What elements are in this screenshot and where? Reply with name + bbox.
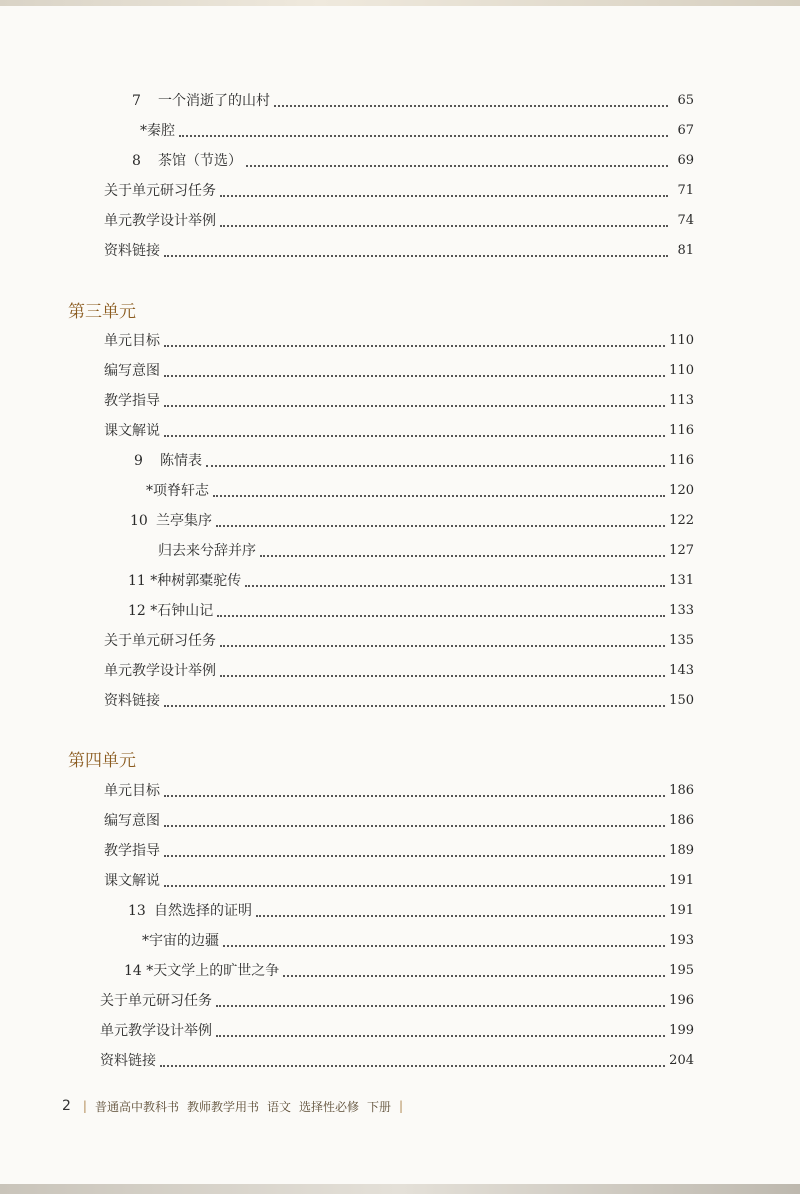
entry-title: 石钟山记 bbox=[157, 603, 214, 619]
dot-leader bbox=[220, 194, 668, 197]
page-number: 204 bbox=[669, 1053, 694, 1068]
page-number: 133 bbox=[669, 603, 694, 618]
page-number: 81 bbox=[677, 243, 694, 258]
footer-subject: 语文 bbox=[267, 1099, 292, 1114]
page-number: 191 bbox=[669, 903, 694, 918]
dot-leader bbox=[220, 674, 665, 677]
entry-title: 资料链接 bbox=[104, 243, 160, 259]
page-number: 196 bbox=[669, 993, 694, 1008]
optional-mark: * bbox=[140, 123, 147, 139]
footer-series: 普通高中教科书 bbox=[94, 1099, 179, 1114]
page-number: 67 bbox=[677, 123, 694, 138]
entry-title: 一个消逝了的山村 bbox=[158, 93, 270, 109]
toc-entry[interactable] bbox=[104, 178, 694, 200]
entry-title: 关于单元研习任务 bbox=[100, 993, 212, 1009]
dot-leader bbox=[164, 854, 665, 857]
toc-entry[interactable] bbox=[124, 958, 694, 980]
footer-page-number: 2 bbox=[62, 1098, 71, 1114]
entry-title: 资料链接 bbox=[100, 1053, 156, 1069]
lesson-number: 10 bbox=[130, 513, 148, 529]
dot-leader bbox=[160, 1064, 665, 1067]
entry-title: 秦腔 bbox=[147, 123, 175, 139]
entry-title: 自然选择的证明 bbox=[154, 903, 252, 919]
dot-leader bbox=[179, 134, 668, 137]
unit-4-heading: 第四单元 bbox=[68, 751, 136, 771]
dot-leader bbox=[223, 944, 665, 947]
entry-title: 单元目标 bbox=[104, 783, 160, 799]
page-number: 110 bbox=[669, 333, 694, 348]
entry-title: 单元教学设计举例 bbox=[100, 1023, 212, 1039]
page-number: 69 bbox=[677, 153, 694, 168]
toc-entry[interactable] bbox=[104, 688, 694, 710]
entry-title: 资料链接 bbox=[104, 693, 160, 709]
dot-leader bbox=[260, 554, 665, 557]
entry-title: 编写意图 bbox=[104, 363, 160, 379]
optional-mark: * bbox=[146, 483, 153, 499]
page-number: 113 bbox=[669, 393, 694, 408]
footer-separator: | bbox=[82, 1099, 87, 1113]
bottom-edge-band bbox=[0, 1184, 800, 1194]
toc-entry[interactable] bbox=[128, 568, 694, 590]
toc-entry[interactable] bbox=[132, 148, 694, 170]
toc-entry[interactable] bbox=[100, 1048, 694, 1070]
lesson-number: 8 bbox=[132, 153, 141, 169]
entry-title: 茶馆（节选） bbox=[158, 153, 242, 169]
lesson-number: 12 * bbox=[128, 603, 158, 619]
dot-leader bbox=[274, 104, 668, 107]
lesson-number: 11 * bbox=[128, 573, 158, 589]
entry-title: 单元教学设计举例 bbox=[104, 213, 216, 229]
toc-entry[interactable] bbox=[128, 598, 694, 620]
dot-leader bbox=[164, 254, 668, 257]
toc-entry[interactable] bbox=[134, 448, 694, 470]
unit-3-heading: 第三单元 bbox=[68, 302, 136, 322]
page-number: 116 bbox=[669, 453, 694, 468]
page-number: 120 bbox=[669, 483, 694, 498]
lesson-number: 7 bbox=[132, 93, 141, 109]
page-number: 71 bbox=[677, 183, 694, 198]
entry-title: 种树郭橐驼传 bbox=[157, 573, 242, 589]
toc-entry[interactable] bbox=[132, 88, 694, 110]
entry-title: 教学指导 bbox=[104, 843, 160, 859]
dot-leader bbox=[283, 974, 665, 977]
footer-book-type: 教师教学用书 bbox=[186, 1099, 259, 1114]
dot-leader bbox=[216, 1004, 665, 1007]
dot-leader bbox=[217, 614, 665, 617]
dot-leader bbox=[164, 704, 665, 707]
dot-leader bbox=[216, 1034, 665, 1037]
entry-title: 宇宙的边疆 bbox=[149, 933, 219, 949]
page-number: 131 bbox=[669, 573, 694, 588]
entry-title: 归去来兮辞并序 bbox=[158, 543, 256, 559]
toc-entry[interactable] bbox=[158, 538, 694, 560]
toc-entry[interactable] bbox=[128, 898, 694, 920]
page-number: 199 bbox=[669, 1023, 694, 1038]
page-number: 135 bbox=[669, 633, 694, 648]
footer-separator-end: | bbox=[399, 1099, 404, 1113]
entry-title: 课文解说 bbox=[104, 873, 160, 889]
page-number: 193 bbox=[669, 933, 694, 948]
footer-volume: 下册 bbox=[367, 1099, 392, 1114]
toc-entry[interactable] bbox=[104, 418, 694, 440]
dot-leader bbox=[256, 914, 665, 917]
page-footer bbox=[62, 1096, 403, 1116]
lesson-number: 14 * bbox=[124, 963, 154, 979]
toc-entry[interactable] bbox=[130, 508, 694, 530]
toc-entry[interactable] bbox=[104, 868, 694, 890]
page-number: 116 bbox=[669, 423, 694, 438]
entry-title: 兰亭集序 bbox=[156, 513, 212, 529]
page-number: 186 bbox=[669, 813, 694, 828]
page-number: 110 bbox=[669, 363, 694, 378]
dot-leader bbox=[164, 344, 665, 347]
dot-leader bbox=[213, 494, 665, 497]
dot-leader bbox=[164, 434, 665, 437]
lesson-number: 13 bbox=[128, 903, 146, 919]
page-number: 189 bbox=[669, 843, 694, 858]
toc-entry[interactable] bbox=[142, 928, 694, 950]
entry-title: 关于单元研习任务 bbox=[104, 633, 216, 649]
entry-title: 天文学上的旷世之争 bbox=[153, 963, 280, 979]
entry-title: 关于单元研习任务 bbox=[104, 183, 216, 199]
toc-entry[interactable] bbox=[104, 658, 694, 680]
page-number: 122 bbox=[669, 513, 694, 528]
entry-title: 单元目标 bbox=[104, 333, 160, 349]
page-number: 74 bbox=[677, 213, 694, 228]
toc-entry[interactable] bbox=[104, 328, 694, 350]
page-number: 127 bbox=[669, 543, 694, 558]
lesson-number: 9 bbox=[134, 453, 143, 469]
toc-entry[interactable] bbox=[140, 118, 694, 140]
toc-entry[interactable] bbox=[104, 388, 694, 410]
page-number: 143 bbox=[669, 663, 694, 678]
toc-entry[interactable] bbox=[104, 238, 694, 260]
dot-leader bbox=[164, 404, 665, 407]
toc-entry[interactable] bbox=[104, 358, 694, 380]
page-number: 65 bbox=[677, 93, 694, 108]
page-number: 195 bbox=[669, 963, 694, 978]
dot-leader bbox=[245, 584, 665, 587]
dot-leader bbox=[164, 884, 665, 887]
dot-leader bbox=[164, 824, 665, 827]
dot-leader bbox=[164, 374, 665, 377]
top-edge-band bbox=[0, 0, 800, 6]
toc-entry[interactable] bbox=[104, 838, 694, 860]
toc-entry[interactable] bbox=[104, 628, 694, 650]
page-number: 150 bbox=[669, 693, 694, 708]
toc-entry[interactable] bbox=[146, 478, 694, 500]
toc-entry[interactable] bbox=[100, 1018, 694, 1040]
page-number: 191 bbox=[669, 873, 694, 888]
toc-entry[interactable] bbox=[100, 988, 694, 1010]
toc-entry[interactable] bbox=[104, 808, 694, 830]
entry-title: 编写意图 bbox=[104, 813, 160, 829]
entry-title: 课文解说 bbox=[104, 423, 160, 439]
dot-leader bbox=[216, 524, 665, 527]
footer-course: 选择性必修 bbox=[299, 1099, 360, 1114]
dot-leader bbox=[164, 794, 665, 797]
page-number: 186 bbox=[669, 783, 694, 798]
entry-title: 陈情表 bbox=[160, 453, 202, 469]
optional-mark: * bbox=[142, 933, 149, 949]
dot-leader bbox=[246, 164, 668, 167]
dot-leader bbox=[206, 464, 665, 467]
toc-entry[interactable] bbox=[104, 208, 694, 230]
entry-title: 教学指导 bbox=[104, 393, 160, 409]
toc-entry[interactable] bbox=[104, 778, 694, 800]
dot-leader bbox=[220, 224, 668, 227]
dot-leader bbox=[220, 644, 665, 647]
entry-title: 项脊轩志 bbox=[153, 483, 209, 499]
entry-title: 单元教学设计举例 bbox=[104, 663, 216, 679]
